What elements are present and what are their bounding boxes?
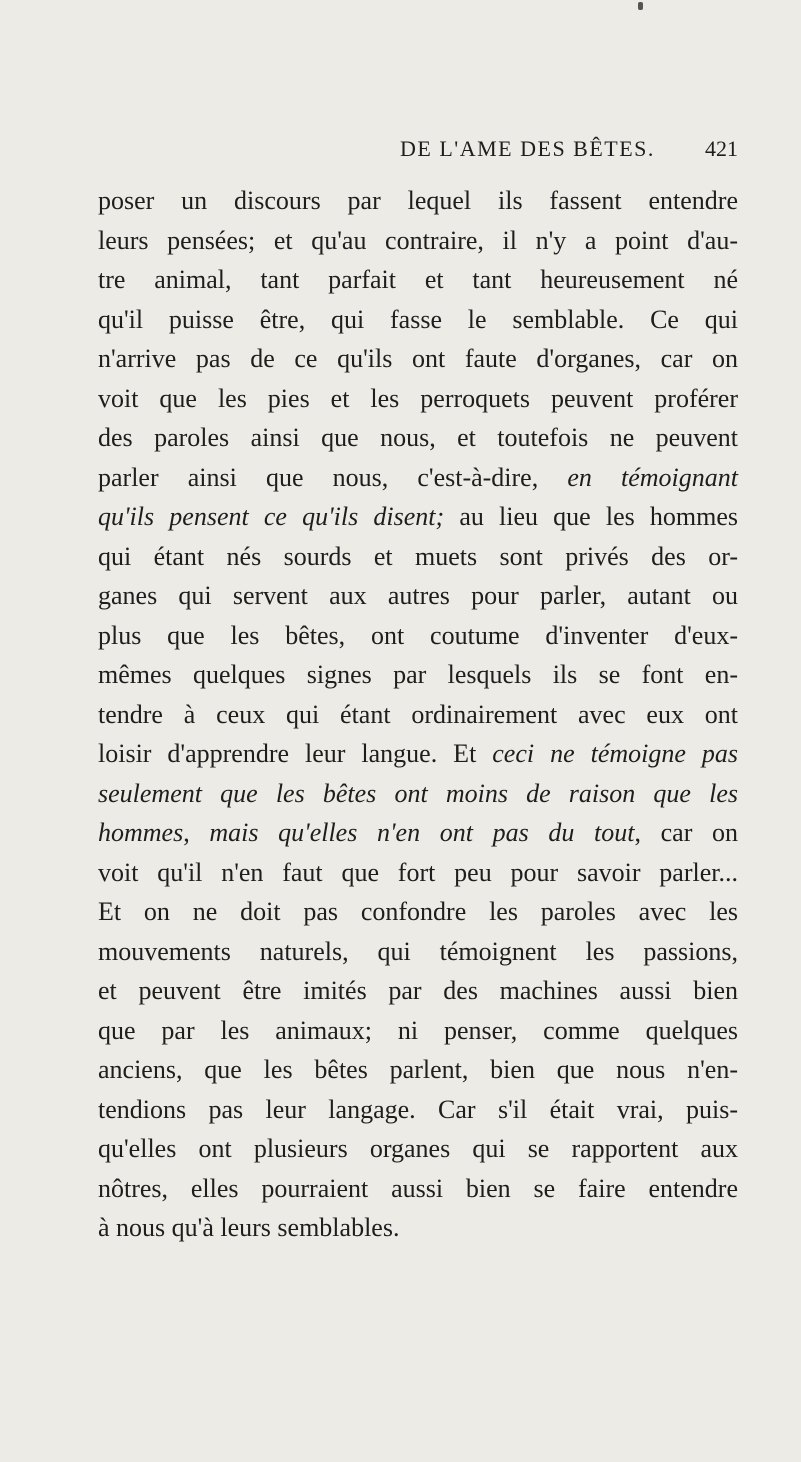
body-text <box>98 181 738 1248</box>
italic-text: seulement que les bêtes ont moins de raison que les <box>98 778 738 808</box>
text-segment: ganes qui servent aux autres pour parler, autant ou <box>98 581 738 610</box>
text-line <box>98 1129 738 1169</box>
text-segment: parler ainsi que nous, c'est-à-dire, <box>98 462 568 492</box>
text-line <box>98 497 738 537</box>
text-segment: n'arrive pas de ce qu'ils ont faute d'organes, car on <box>98 344 738 373</box>
text-line <box>98 339 738 379</box>
text-segment: , <box>183 818 210 847</box>
text-segment: qu'il puisse être, qui fasse le semblable. Ce qui <box>98 304 738 334</box>
text-segment: qu'elles ont plusieurs organes qui se rapportent aux <box>98 1134 738 1163</box>
text-segment: tendre à ceux qui étant ordinairement avec eux ont <box>98 699 738 729</box>
running-head: DE L'AME DES BÊTES. <box>400 136 655 161</box>
text-segment: des paroles ainsi que nous, et toutefois ne peuvent <box>98 423 738 452</box>
text-segment: tre animal, tant parfait et tant heureusement né <box>98 265 738 294</box>
printer-mark <box>638 2 643 10</box>
text-segment: voit qu'il n'en faut que fort peu pour savoir parler... <box>98 857 738 887</box>
text-segment: à nous qu'à leurs semblables. <box>98 1213 400 1242</box>
text-line <box>98 576 738 616</box>
italic-text: mais qu'elles n'en ont pas du tout <box>209 818 635 847</box>
text-line <box>98 1011 738 1051</box>
text-line <box>98 892 738 932</box>
text-line <box>98 774 738 814</box>
text-line <box>98 734 738 774</box>
text-line <box>98 655 738 695</box>
text-line <box>98 971 738 1011</box>
text-line <box>98 1090 738 1130</box>
text-segment: plus que les bêtes, ont coutume d'inventer d'eux- <box>98 620 738 650</box>
italic-text: hommes <box>98 818 184 847</box>
text-line <box>98 1208 738 1248</box>
text-line <box>98 695 738 735</box>
text-segment: loisir d'apprendre leur langue. Et <box>98 739 493 768</box>
text-segment: nôtres, elles pourraient aussi bien se faire entendre <box>98 1173 738 1203</box>
text-segment: tendions pas leur langage. Car s'il était vrai, puis- <box>98 1094 738 1124</box>
text-line <box>98 458 738 498</box>
text-segment: mouvements naturels, qui témoignent les passions, <box>98 936 738 966</box>
text-line <box>98 379 738 419</box>
italic-text: ceci ne témoigne pas <box>492 739 738 768</box>
text-line <box>98 537 738 577</box>
text-line <box>98 300 738 340</box>
page-number: 421 <box>705 136 738 161</box>
text-segment: mêmes quelques signes par lesquels ils se font en- <box>98 660 738 689</box>
page-header <box>98 130 738 170</box>
text-segment: au lieu que les hommes <box>444 502 738 531</box>
text-line <box>98 853 738 893</box>
text-segment: et peuvent être imités par des machines aussi bien <box>98 976 738 1005</box>
text-line <box>98 932 738 972</box>
text-line <box>98 813 738 853</box>
text-line <box>98 616 738 656</box>
text-line <box>98 418 738 458</box>
text-line <box>98 260 738 300</box>
text-segment: poser un discours par lequel ils fassent entendre <box>98 186 738 215</box>
text-segment: , car on <box>634 818 738 847</box>
text-segment: leurs pensées; et qu'au contraire, il n'y a point d'au- <box>98 225 738 255</box>
text-line <box>98 1169 738 1209</box>
text-line <box>98 1050 738 1090</box>
text-line <box>98 181 738 221</box>
text-segment: que par les animaux; ni penser, comme quelques <box>98 1015 738 1045</box>
italic-text: en témoignant <box>567 462 738 492</box>
text-segment: qui étant nés sourds et muets sont privés des or- <box>98 541 738 571</box>
italic-text: qu'ils pensent ce qu'ils disent; <box>98 502 445 531</box>
text-segment: Et on ne doit pas confondre les paroles avec les <box>98 897 738 926</box>
text-line <box>98 221 738 261</box>
text-segment: anciens, que les bêtes parlent, bien que nous n'en- <box>98 1055 738 1084</box>
text-segment: voit que les pies et les perroquets peuvent proférer <box>98 383 738 413</box>
